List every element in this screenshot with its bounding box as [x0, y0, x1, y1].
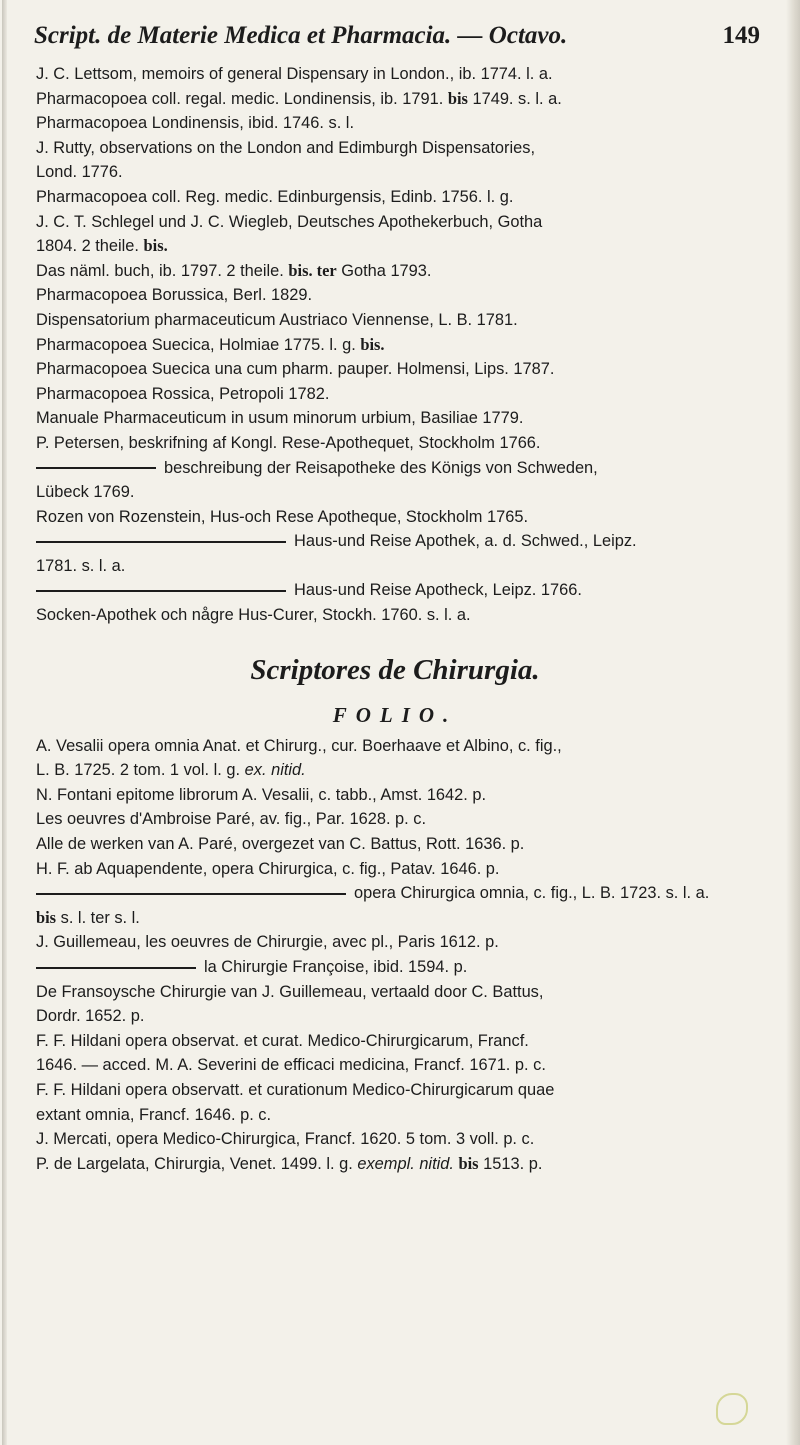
entry-text: L. B. 1725. 2 tom. 1 vol. l. g. — [36, 761, 241, 780]
entry-text: N. Fontani epitome librorum A. Vesalii, c. tabb., Amst. 1642. p. — [36, 785, 487, 804]
entry-text: Pharmacopoea Rossica, Petropoli 1782. — [36, 384, 330, 403]
bibliography-entry — [30, 1004, 760, 1029]
bibliography-entry — [30, 529, 760, 554]
bibliography-entry — [30, 832, 760, 857]
entry-tail: 1513. p. — [483, 1154, 543, 1173]
bibliography-entry — [30, 308, 760, 333]
running-head-title: Script. de Materie Medica et Pharmacia. — Octavo. — [34, 22, 568, 49]
entry-text: J. Mercati, opera Medico-Chirurgica, Francf. 1620. 5 tom. 3 voll. p. c. — [36, 1130, 535, 1149]
entry-text: 1804. 2 theile. — [36, 237, 139, 256]
bibliography-entry — [30, 578, 760, 603]
entry-text: Dordr. 1652. p. — [36, 1007, 145, 1026]
entry-text: J. Guillemeau, les oeuvres de Chirurgie, avec pl., Paris 1612. p. — [36, 933, 499, 952]
page-left-edge — [2, 0, 7, 1445]
bibliography-entry — [30, 807, 760, 832]
entry-tail: 1749. s. l. a. — [472, 89, 562, 108]
pharmacy-entries — [30, 62, 760, 628]
page-number: 149 — [722, 22, 760, 49]
bibliography-entry — [30, 1078, 760, 1103]
ditto-dash — [36, 590, 286, 592]
entry-text: Socken-Apothek och någre Hus-Curer, Stockh. 1760. s. l. a. — [36, 606, 471, 625]
bibliography-entry — [30, 87, 760, 112]
bibliography-entry — [30, 1152, 760, 1177]
bibliography-entry — [30, 881, 760, 906]
entry-bis: bis. — [143, 236, 168, 256]
bibliography-entry — [30, 603, 760, 628]
entry-bis: bis — [447, 88, 468, 108]
bibliography-entry — [30, 930, 760, 955]
bibliography-entry — [30, 456, 760, 481]
entry-text: la Chirurgie Françoise, ibid. 1594. p. — [204, 958, 468, 976]
bibliography-entry — [30, 283, 760, 308]
entry-tail: Gotha 1793. — [341, 261, 432, 280]
entry-text: F. F. Hildani opera observat. et curat. Medico-Chirurgicarum, Francf. — [36, 1031, 529, 1050]
bibliography-entry — [30, 1053, 760, 1078]
section-subtitle: FOLIO. — [332, 702, 458, 727]
entry-text: A. Vesalii opera omnia Anat. et Chirurg., cur. Boerhaave et Albino, c. fig., — [36, 736, 562, 755]
bibliography-entry — [30, 357, 760, 382]
entry-italic: exempl. nitid. — [357, 1154, 454, 1173]
bibliography-entry — [30, 259, 760, 284]
entry-text: 1781. s. l. a. — [36, 556, 126, 575]
entry-text: De Fransoysche Chirurgie van J. Guillemeau, vertaald door C. Battus, — [36, 982, 544, 1001]
bibliography-entry — [30, 185, 760, 210]
ink-mark — [716, 1393, 748, 1425]
entry-text: 1646. — acced. M. A. Severini de efficaci medicina, Francf. 1671. p. c. — [36, 1056, 546, 1075]
page-right-edge — [786, 0, 800, 1445]
bibliography-entry — [30, 160, 760, 185]
entry-italic: ex. nitid. — [244, 761, 306, 780]
bibliography-entry — [30, 111, 760, 136]
section-title: Scriptores de Chirurgia. — [250, 653, 540, 686]
ditto-dash — [36, 541, 286, 543]
bibliography-entry — [30, 1103, 760, 1128]
entry-text: J. C. T. Schlegel und J. C. Wiegleb, Deutsches Apothekerbuch, Gotha — [36, 212, 543, 231]
entry-text: Pharmacopoea coll. regal. medic. Londinensis, ib. 1791. — [36, 89, 444, 108]
bibliography-entry — [30, 1029, 760, 1054]
entry-text: H. F. ab Aquapendente, opera Chirurgica, c. fig., Patav. 1646. p. — [36, 859, 500, 878]
entry-text: J. Rutty, observations on the London and Edimburgh Dispensatories, — [36, 138, 535, 157]
bibliography-entry — [30, 955, 760, 980]
bibliography-entry — [30, 136, 760, 161]
bibliography-entry — [30, 783, 760, 808]
entry-text: Haus-und Reise Apothek, a. d. Schwed., Leipz. — [294, 532, 637, 551]
bibliography-entry — [30, 857, 760, 882]
entry-text: F. F. Hildani opera observatt. et curationum Medico-Chirurgicarum quae — [36, 1080, 555, 1099]
entry-text: J. C. Lettsom, memoirs of general Dispensary in London., ib. 1774. l. a. — [36, 65, 553, 83]
ditto-dash — [36, 893, 346, 895]
entry-text: Pharmacopoea Borussica, Berl. 1829. — [36, 286, 313, 305]
chirurgia-folio-entries — [30, 734, 760, 1177]
entry-text: Pharmacopoea Suecica, Holmiae 1775. l. g. — [36, 335, 356, 354]
bibliography-entry — [30, 382, 760, 407]
entry-text: extant omnia, Francf. 1646. p. c. — [36, 1105, 272, 1124]
bibliography-entry — [30, 234, 760, 259]
entry-text: Lübeck 1769. — [36, 483, 135, 502]
entry-bis: bis — [36, 907, 57, 927]
entry-bis: bis. — [360, 334, 385, 354]
entry-text: Pharmacopoea coll. Reg. medic. Edinburgensis, Edinb. 1756. l. g. — [36, 187, 514, 206]
bibliography-entry — [30, 554, 760, 579]
entry-text: Haus-und Reise Apotheck, Leipz. 1766. — [294, 581, 582, 600]
bibliography-entry — [30, 758, 760, 783]
entry-text: P. de Largelata, Chirurgia, Venet. 1499. l. g. — [36, 1154, 353, 1173]
bibliography-entry — [30, 906, 760, 931]
entry-text: Manuale Pharmaceuticum in usum minorum urbium, Basiliae 1779. — [36, 409, 524, 428]
bibliography-entry — [30, 1127, 760, 1152]
running-head — [30, 22, 760, 50]
bibliography-entry — [30, 505, 760, 530]
bibliography-entry — [30, 210, 760, 235]
bibliography-entry — [30, 480, 760, 505]
entry-text: Dispensatorium pharmaceuticum Austriaco Viennense, L. B. 1781. — [36, 310, 518, 329]
entry-text: Pharmacopoea Londinensis, ibid. 1746. s. l. — [36, 114, 355, 133]
entry-bis: bis. ter — [288, 260, 337, 280]
bibliography-entry — [30, 980, 760, 1005]
entry-text: beschreibung der Reisapotheke des Königs von Schweden, — [164, 458, 598, 477]
ditto-dash — [36, 967, 196, 969]
entry-text: Alle de werken van A. Paré, overgezet van C. Battus, Rott. 1636. p. — [36, 835, 525, 854]
entry-text: Les oeuvres d'Ambroise Paré, av. fig., Par. 1628. p. c. — [36, 810, 427, 829]
entry-text: Lond. 1776. — [36, 163, 123, 182]
entry-text: Rozen von Rozenstein, Hus-och Rese Apotheque, Stockholm 1765. — [36, 507, 529, 526]
entry-text: Das näml. buch, ib. 1797. 2 theile. — [36, 261, 284, 280]
bibliography-entry — [30, 431, 760, 456]
entry-bis: bis — [458, 1153, 479, 1173]
bibliography-entry — [30, 62, 760, 87]
entry-tail: s. l. ter s. l. — [60, 908, 140, 927]
ditto-dash — [36, 467, 156, 469]
bibliography-entry — [30, 333, 760, 358]
bibliography-entry — [30, 406, 760, 431]
entry-text: opera Chirurgica omnia, c. fig., L. B. 1723. s. l. a. — [354, 884, 710, 903]
entry-text: P. Petersen, beskrifning af Kongl. Rese-Apothequet, Stockholm 1766. — [36, 433, 541, 452]
entry-text: Pharmacopoea Suecica una cum pharm. pauper. Holmensi, Lips. 1787. — [36, 360, 555, 379]
bibliography-entry — [30, 734, 760, 759]
